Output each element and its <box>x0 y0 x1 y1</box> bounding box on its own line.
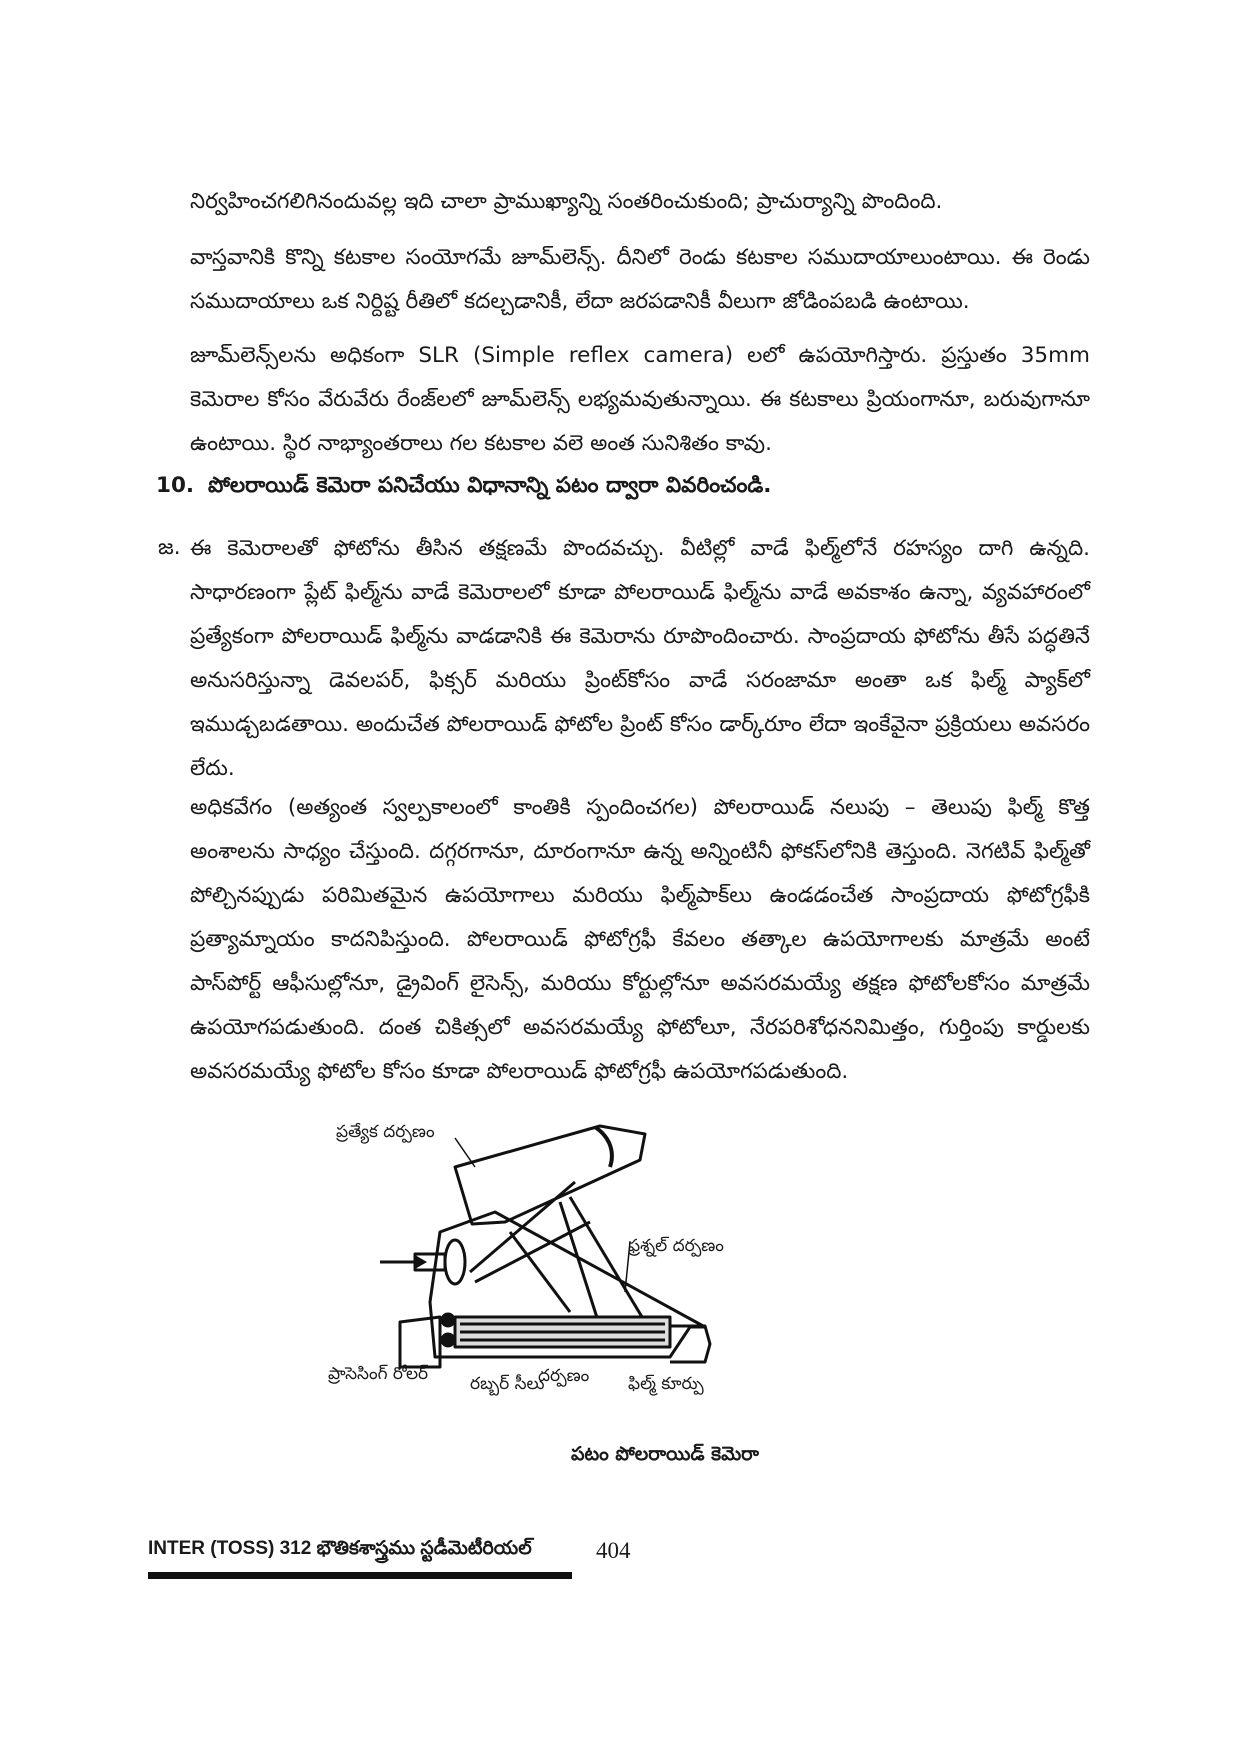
answer-paragraph-2: అధికవేగం (అత్యంత స్వల్పకాలంలో కాంతికి స్పందించగల) పోలరాయిడ్ నలుపు – తెలుపు ఫిల్మ్ కొత్త అంశాలను సాధ్యం చేస్తుంది. దగ్గరగానూ, దూరంగానూ ఉన్న అన్నింటినీ ఫోకస్‌లోనికి తెస్తుంది. నెగటివ్ ఫిల్మ్‌తో పోల్చినప్పుడు పరిమితమైన ఉపయోగాలు మరియు ఫిల్మ్‌పాక్‌లు ఉండడంచేత సాంప్రదాయ ఫోటోగ్రఫీకి ప్రత్యామ్నాయం కాదనిపిస్తుంది. పోలరాయిడ్ ఫోటోగ్రఫీ కేవలం తత్కాల ఉపయోగాలకు మాత్రమే అంటే పాస్‌పోర్ట్ ఆఫీసుల్లోనూ, డ్రైవింగ్ లైసెన్స్, మరియు కోర్టుల్లోనూ అవసరమయ్యే తక్షణ ఫోటోలకోసం మాత్రమే ఉపయోగపడుతుంది. దంత చికిత్సలో అవసరమయ్యే ఫోటోలూ, నేరపరిశోధననిమిత్తం, గుర్తింపు కార్డులకు అవసరమయ్యే ఫోటోల కోసం కూడా పోలరాయిడ్ ఫోటోగ్రఫీ ఉపయోగపడుతుంది. <box>190 795 1090 1084</box>
answer-marker: జ. <box>158 535 181 560</box>
label-fresnel-mirror: ఫ్రశ్నల్ దర్పణం <box>628 1236 724 1256</box>
paragraph-intro: నిర్వహించగలిగినందువల్ల ఇది చాలా ప్రాముఖ్యాన్ని సంతరించుకుంది; ప్రాచుర్యాన్ని పొందింది. <box>190 189 943 214</box>
answer-paragraph-1: ఈ కెమెరాలతో ఫోటోను తీసిన తక్షణమే పొందవచ్చు. వీటిల్లో వాడే ఫిల్మ్‌లోనే రహస్యం దాగి ఉన్నది. సాధారణంగా ప్లేట్ ఫిల్మ్‌ను వాడే కెమెరాలలో కూడా పోలరాయిడ్ ఫిల్మ్‌ను వాడే అవకాశం ఉన్నా, వ్యవహారంలో ప్రత్యేకంగా పోలరాయిడ్ ఫిల్మ్‌ను వాడడానికి ఈ కెమెరాను రూపొందించారు. సాంప్రదాయ ఫోటోను తీసే పద్ధతినే అనుసరిస్తున్నా డెవలపర్, ఫిక్సర్ మరియు ప్రింట్‌కోసం వాడే సరంజామా అంతా ఒక ఫిల్మ్ ప్యాక్‌లో ఇముడ్చబడతాయి. అందుచేత పోలరాయిడ్ ఫోటోల ప్రింట్ కోసం డార్క్‌రూం లేదా ఇంకేవైనా ప్రక్రియలు అవసరం లేదు. <box>190 536 1090 781</box>
paragraph-zoom-lens: వాస్తవానికి కొన్ని కటకాల సంయోగమే జూమ్‌లెన్స్. దీనిలో రెండు కటకాల సముదాయాలుంటాయి. ఈ రెండు సముదాయాలు ఒక నిర్దిష్ట రీతిలో కదల్చడానికీ, లేదా జరపడానికీ వీలుగా జోడింపబడి ఉంటాయి. <box>190 245 1090 314</box>
label-mirror: దర్పణం <box>538 1366 590 1386</box>
label-special-mirror: ప్రత్యేక దర్పణం <box>336 1122 435 1142</box>
figure-caption: పటం పోలరాయిడ్ కెమెరా <box>571 1443 759 1465</box>
question-heading <box>156 473 1116 503</box>
label-processing-roller: ప్రాసెసింగ్ రోలర్ <box>328 1364 429 1384</box>
footer-title: INTER (TOSS) 312 భౌతికశాస్త్రము స్టడీమెటీరియల్ <box>148 1538 532 1559</box>
polaroid-camera-figure <box>328 1112 880 1432</box>
page-number: 404 <box>596 1538 631 1563</box>
label-film-card: ఫిల్మ్ కూర్పు <box>628 1374 704 1394</box>
question-text: పోలరాయిడ్ కెమెరా పనిచేయు విధానాన్ని పటం ద్వారా వివరించండి. <box>208 473 772 498</box>
polaroid-camera-diagram <box>360 1112 880 1432</box>
label-rubber-seal: రబ్బర్ సీలు <box>470 1374 545 1394</box>
footer-rule <box>148 1572 572 1579</box>
question-number: 10. <box>156 473 195 498</box>
paragraph-slr: జూమ్‌లెన్స్‌లను అధికంగా SLR (Simple reflex camera) లలో ఉపయోగిస్తారు. ప్రస్తుతం 35mm కెమెరాల కోసం వేరువేరు రేంజ్‌లలో జూమ్‌లెన్స్ లభ్యమవుతున్నాయి. ఈ కటకాలు ప్రియంగానూ, బరువుగానూ ఉంటాయి. స్థిర నాభ్యాంతరాలు గల కటకాల వలె అంత సునిశితం కావు. <box>190 343 1090 456</box>
